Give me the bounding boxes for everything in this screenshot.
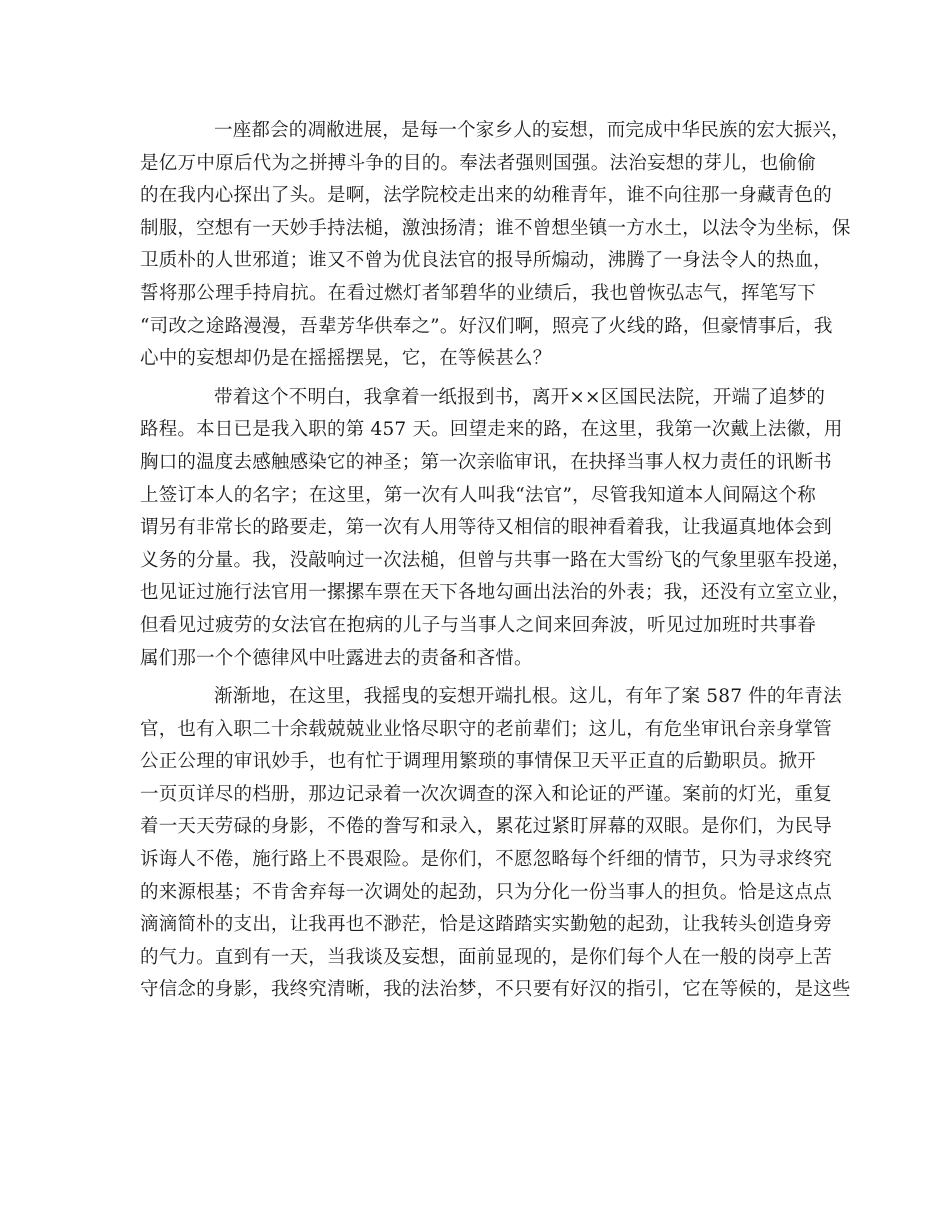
- text-line: “司改之途路漫漫，吾辈芳华供奉之”。好汉们啊，照亮了火线的路，但豪情事后，我: [140, 315, 833, 337]
- paragraph-1: [140, 115, 851, 376]
- text-line: 也见证过施行法官用一摞摞车票在天下各地勾画出法治的外表；我，还没有立室立业，: [140, 582, 851, 604]
- text-line: 但看见过疲劳的女法官在抱病的儿子与当事人之间来回奔波，听见过加班时共事眷: [140, 614, 816, 636]
- text-line: 一页页详尽的档册，那边记录着一次次调查的深入和论证的严谨。案前的灯光，重复: [140, 783, 832, 805]
- text-line: 官，也有入职二十余载兢兢业业恪尽职守的老前辈们；这儿，有危坐审讯台亲身掌管: [140, 718, 832, 740]
- text-line: 属们那一个个德律风中吐露进去的责备和吝惜。: [140, 647, 533, 669]
- text-line: 公正公理的审讯妙手，也有忙于调理用繁琐的事情保卫天平正直的后勤职员。掀开: [140, 751, 816, 773]
- document-body: [140, 115, 851, 1007]
- text-line: 心中的妄想却仍是在摇摇摆晃，它，在等候甚么？: [140, 348, 552, 370]
- text-line: 渐渐地，在这里，我摇曳的妄想开端扎根。这儿，有年了案 587 件的年青法: [214, 686, 842, 708]
- text-line: 的气力。直到有一天，当我谈及妄想，面前显现的，是你们每个人在一般的岗亭上苦: [140, 946, 832, 968]
- text-line: 制服，空想有一天妙手持法槌，激浊扬清；谁不曾想坐镇一方水土，以法令为坐标，保: [140, 217, 851, 239]
- text-line: 的来源根基；不肯舍弃每一次调处的起劲，只为分化一份当事人的担负。恰是这点点: [140, 881, 832, 903]
- text-line: 誓将那公理手持肩抗。在看过燃灯者邹碧华的业绩后，我也曾恢弘志气，挥笔写下: [140, 282, 816, 304]
- text-line: 路程。本日已是我入职的第 457 天。回望走来的路，在这里，我第一次戴上法徽，用: [140, 419, 843, 441]
- text-line: 守信念的身影，我终究清晰，我的法治梦，不只要有好汉的指引，它在等候的，是这些: [140, 979, 851, 1001]
- text-line: 诉诲人不倦，施行路上不畏艰险。是你们，不愿忽略每个纤细的情节，只为寻求终究: [140, 849, 832, 871]
- text-line: 卫质朴的人世邪道；谁又不曾为优良法官的报导所煽动，沸腾了一身法令人的热血，: [140, 250, 832, 272]
- text-line: 胸口的温度去感触感染它的神圣；第一次亲临审讯，在抉择当事人权力责任的讯断书: [140, 451, 832, 473]
- text-line: 上签订本人的名字；在这里，第一次有人叫我“法官”，尽管我知道本人间隔这个称: [140, 484, 816, 506]
- paragraph-3: [140, 681, 851, 1007]
- text-line: 滴滴简朴的支出，让我再也不渺茫，恰是这踏踏实实勤勉的起劲，让我转头创造身旁: [140, 914, 832, 936]
- text-line: 着一天天劳碌的身影，不倦的誊写和录入，累花过紧盯屏幕的双眼。是你们，为民导: [140, 816, 832, 838]
- paragraph-2: [140, 382, 851, 675]
- text-line: 是亿万中原后代为之拼搏斗争的目的。奉法者强则国强。法治妄想的芽儿，也偷偷: [140, 152, 816, 174]
- text-line: 带着这个不明白，我拿着一纸报到书，离开××区国民法院，开端了追梦的: [214, 386, 826, 408]
- text-line: 义务的分量。我，没敲响过一次法槌，但曾与共事一路在大雪纷飞的气象里驱车投递，: [140, 549, 851, 571]
- text-line: 的在我内心探出了头。是啊，法学院校走出来的幼稚青年，谁不向往那一身藏青色的: [140, 185, 832, 207]
- text-line: 谓另有非常长的路要走，第一次有人用等待又相信的眼神看着我，让我逼真地体会到: [140, 517, 832, 539]
- text-line: 一座都会的凋敝进展，是每一个家乡人的妄想，而完成中华民族的宏大振兴，: [214, 120, 850, 141]
